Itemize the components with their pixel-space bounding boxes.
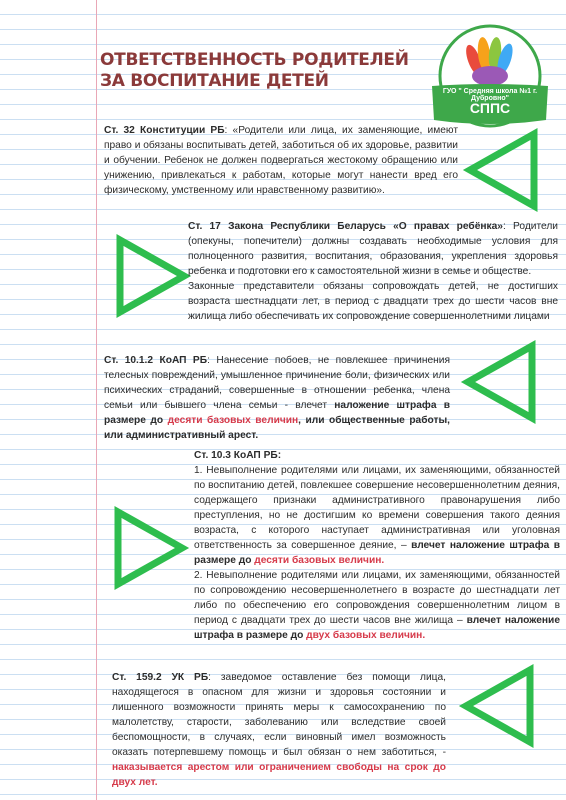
section-text: : заведомое оставление без помощи лица, находящегося в опасном для жизни и здоровья состоянии и лишенного возможности принять меры к самосохранению по малолетству, старости, заболеванию или вследствие своей беспомощности, в случаях, если виновный имел возможность оказать потерпевшему помощь и был обязан о нем заботиться, -	[112, 672, 446, 758]
penalty-text: наложение штрафа в размере до	[104, 400, 450, 426]
section-lead: Ст. 159.2 УК РБ	[112, 672, 209, 683]
section-koap-10-3	[194, 448, 560, 643]
penalty-amount: десяти базовых величин.	[254, 555, 385, 566]
penalty-amount: наказывается арестом или ограничением свободы на срок до двух лет.	[112, 762, 446, 788]
triangle-decoration	[458, 664, 538, 748]
section-colon: :	[277, 450, 282, 461]
penalty-amount: десяти базовых величин	[167, 415, 299, 426]
penalty-text: , или общественные работы, или административный арест.	[104, 415, 451, 441]
section-text: 1. Невыполнение родителями или лицами, их заменяющими, обязанностей по воспитанию детей, повлекшее совершение несовершеннолетним деяния, содержащего признаки административного правонарушения либо преступления, но не достигшим ко времени совершения такого деяния возраста, с которого наступает административная или уголовная ответственность за совершенное деяние, –	[194, 465, 560, 551]
section-koap-10-1-2	[104, 353, 450, 443]
section-text: : Родители (опекуны, попечители) должны создавать необходимые условия для полноценного развития, воспитания, образования, укрепления здоровья ребенка и подготовки его к самостоятельной жизни в семье и обществе.	[188, 221, 558, 277]
section-text: : Нанесение побоев, не повлекшее причинения телесных повреждений, умышленное причинение боли, физических или психических страданий, совершенные в отношении ребенка, члена семьи или бывшего члена семьи - влечет	[104, 355, 450, 411]
section-text: Законные представители обязаны сопровождать детей, не достигших возраста шестнадцати лет, в период с двадцати трех до шести часов вне жилища либо обеспечивать их сопровождение совершеннолетними лицами	[188, 281, 558, 322]
triangle-decoration	[460, 340, 540, 424]
penalty-amount: двух базовых величин.	[306, 630, 426, 641]
penalty-text: влечет наложение штрафа в размере до	[194, 540, 560, 566]
section-uk-159-2	[112, 670, 446, 790]
section-text: : «Родители или лица, их заменяющие, имеют право и обязаны воспитывать детей, заботиться об их здоровье, развитии и обучении. Ребенок не должен подвергаться жестокому обращению или унижению, привлекаться к работам, которые могут нанести вред его физическому, умственному или нравственному развитию».	[104, 125, 459, 196]
section-constitution	[104, 123, 458, 198]
triangle-decoration	[110, 506, 190, 590]
penalty-text: влечет наложение штрафа в размере до	[194, 615, 560, 641]
triangle-decoration	[462, 128, 542, 212]
section-lead: Ст. 10.3 КоАП РБ	[194, 450, 278, 461]
section-lead: Ст. 32 Конституции РБ	[104, 125, 225, 136]
section-child-rights-law	[188, 219, 558, 324]
triangle-decoration	[112, 234, 192, 318]
section-lead: Ст. 17 Закона Республики Беларусь «О правах ребёнка»	[188, 221, 503, 232]
section-text: 2. Невыполнение родителями или лицами, их заменяющими, обязанностей по сопровождению несовершеннолетнего в возрасте до шестнадцати лет либо по обеспечению его сопровождения совершеннолетним лицом в период с двадцати трех до шести часов вне жилища –	[194, 570, 560, 626]
page-title: ОТВЕТСТВЕННОСТЬ РОДИТЕЛЕЙ ЗА ВОСПИТАНИЕ ДЕТЕЙ	[100, 50, 409, 91]
logo-abbreviation: СППС	[469, 100, 511, 116]
logo-caption: ГУО " Средняя школа №1 г. Дубровно"	[442, 88, 538, 102]
section-lead: Ст. 10.1.2 КоАП РБ	[104, 355, 208, 366]
